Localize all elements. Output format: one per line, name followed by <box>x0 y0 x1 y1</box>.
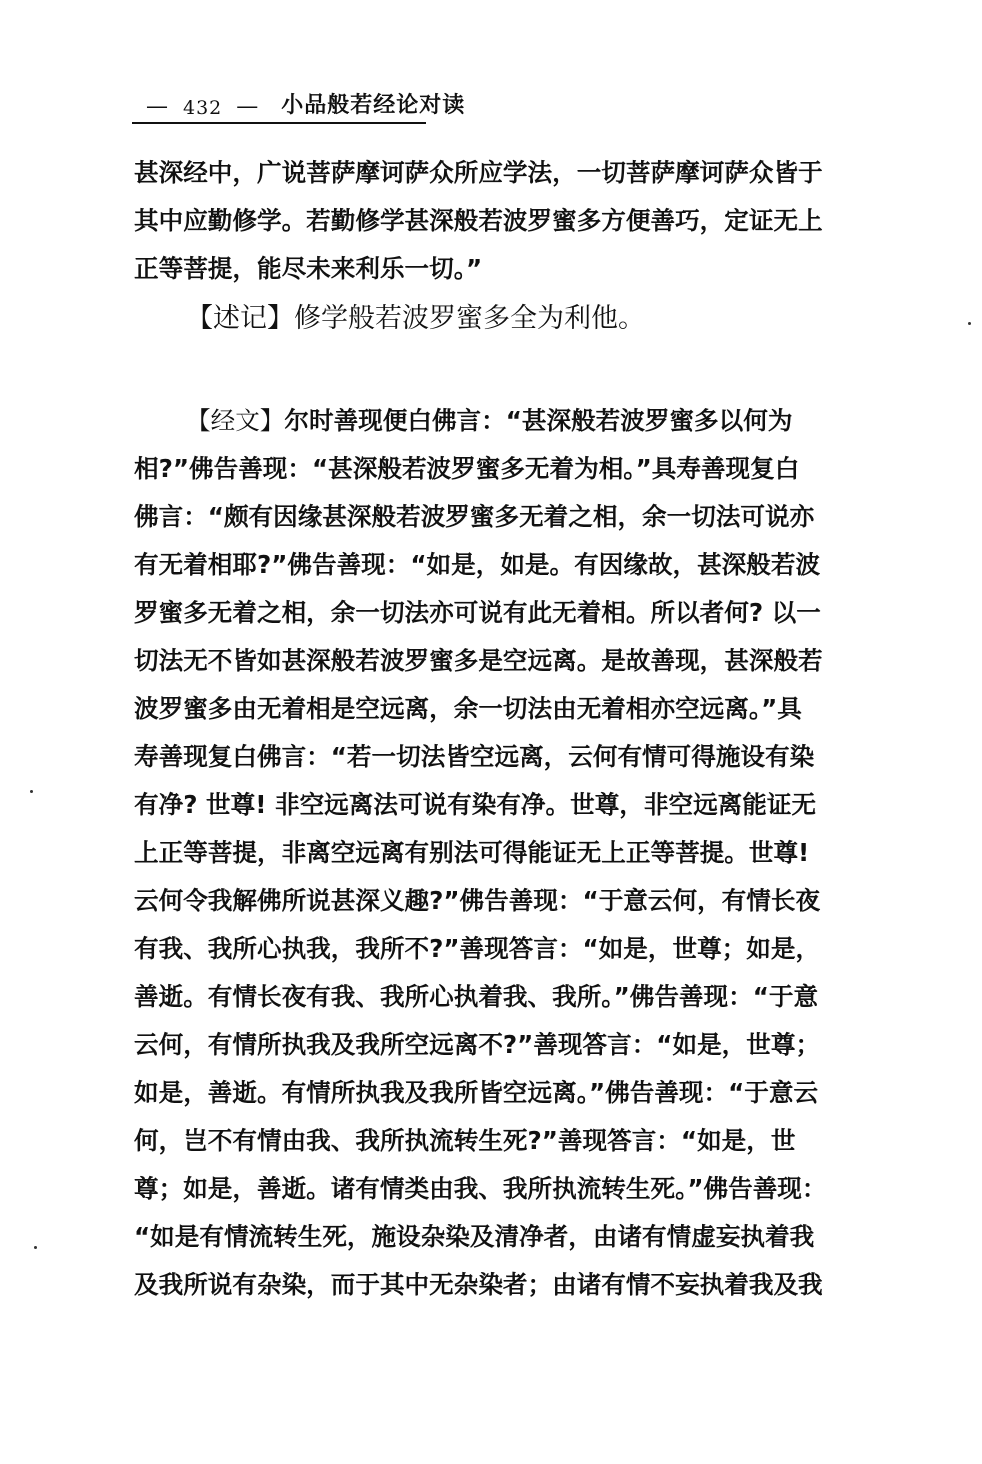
text-line: 切法无不皆如甚深般若波罗蜜多是空远离。是故善现，甚深般若 <box>134 646 823 675</box>
jingwen-first-text: 尔时善现便白佛言：“甚深般若波罗蜜多以何为 <box>284 406 793 435</box>
header-rule <box>132 122 426 124</box>
scan-speck <box>30 790 33 793</box>
text-line: 罗蜜多无着之相，余一切法亦可说有此无着相。所以者何? 以一 <box>134 598 821 627</box>
running-header <box>132 88 465 119</box>
jingwen-tag: 【经文】 <box>186 406 285 435</box>
text-line: 云何令我解佛所说甚深义趣?”佛告善现：“于意云何，有情长夜 <box>134 886 821 915</box>
text-line: 甚深经中，广说菩萨摩诃萨众所应学法，一切菩萨摩诃萨众皆于 <box>134 158 823 187</box>
scan-speck <box>34 1246 37 1249</box>
header-dash-left: — <box>146 94 169 119</box>
shuji-paragraph <box>186 304 645 334</box>
text-line: 正等菩提，能尽未来利乐一切。” <box>134 254 483 283</box>
text-line: 何，岂不有情由我、我所执流转生死?”善现答言：“如是，世 <box>134 1126 796 1155</box>
text-line: 寿善现复白佛言：“若一切法皆空远离，云何有情可得施设有染 <box>134 742 815 771</box>
text-line: 有我、我所心执我，我所不?”善现答言：“如是，世尊；如是， <box>134 934 821 963</box>
text-line: 如是，善逝。有情所执我及我所皆空远离。”佛告善现：“于意云 <box>134 1078 819 1107</box>
text-line: “如是有情流转生死，施设杂染及清净者，由诸有情虚妄执着我 <box>134 1222 815 1251</box>
text-line: 云何，有情所执我及我所空远离不?”善现答言：“如是，世尊； <box>134 1030 821 1059</box>
text-line: 善逝。有情长夜有我、我所心执着我、我所。”佛告善现：“于意 <box>134 982 819 1011</box>
text-line: 其中应勤修学。若勤修学甚深般若波罗蜜多方便善巧，定证无上 <box>134 206 823 235</box>
text-line: 有净? 世尊! 非空远离法可说有染有净。世尊，非空远离能证无 <box>134 790 817 819</box>
text-line: 尊；如是，善逝。诸有情类由我、我所执流转生死。”佛告善现： <box>134 1174 827 1203</box>
text-line: 有无着相耶?”佛告善现：“如是，如是。有因缘故，甚深般若波 <box>134 550 821 579</box>
scan-speck <box>968 322 971 325</box>
text-line: 上正等菩提，非离空远离有别法可得能证无上正等菩提。世尊! <box>134 838 810 867</box>
shuji-tag: 【述记】 <box>186 303 294 334</box>
text-line: 佛言：“颇有因缘甚深般若波罗蜜多无着之相，余一切法可说亦 <box>134 502 815 531</box>
text-line: 及我所说有杂染，而于其中无杂染者；由诸有情不妄执着我及我 <box>134 1270 823 1299</box>
page-number: 432 <box>183 97 223 119</box>
text-line: 相?”佛告善现：“甚深般若波罗蜜多无着为相。”具寿善现复白 <box>134 454 800 483</box>
header-dash-right: — <box>236 94 260 119</box>
shuji-text: 修学般若波罗蜜多全为利他。 <box>294 303 645 334</box>
jingwen-first-line <box>186 406 792 436</box>
text-line: 波罗蜜多由无着相是空远离，余一切法由无着相亦空远离。”具 <box>134 694 802 723</box>
book-title: 小品般若经论对读 <box>281 92 466 118</box>
